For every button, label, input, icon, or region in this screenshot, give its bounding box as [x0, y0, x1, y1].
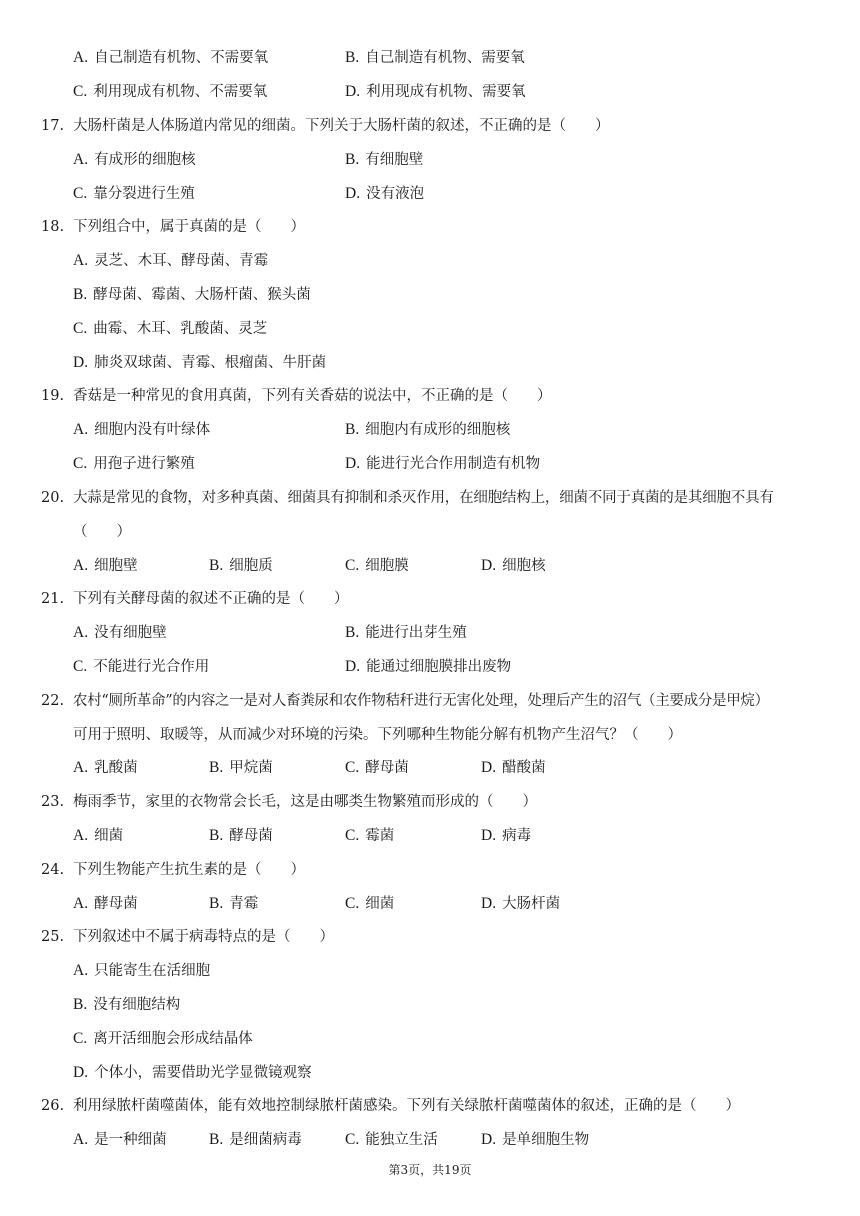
option-text: 酵母菌: [365, 760, 409, 776]
q21-options-row-2: [0, 650, 860, 684]
q23-option-d: [481, 819, 531, 853]
question-number: 25.: [41, 929, 65, 945]
option-letter: B.: [209, 895, 224, 912]
option-letter: B.: [345, 421, 360, 438]
question-text-continued: （ ）: [73, 524, 131, 540]
q21-option-d: [345, 650, 511, 684]
option-letter: B.: [345, 151, 360, 168]
q18-option-b: [73, 278, 311, 312]
question-number: 26.: [41, 1098, 65, 1114]
q25-option-b: [73, 988, 180, 1022]
option-letter: B.: [209, 759, 224, 776]
question-22-stem: [0, 684, 860, 718]
q16-option-b: [345, 41, 525, 75]
option-letter: D.: [345, 185, 361, 202]
option-text: 有细胞壁: [365, 152, 424, 168]
option-letter: A.: [73, 252, 89, 269]
option-letter: C.: [345, 759, 360, 776]
option-letter: D.: [481, 1131, 497, 1148]
option-letter: D.: [481, 827, 497, 844]
q26-option-c: [345, 1123, 438, 1157]
q18-option-c-row: [0, 312, 860, 346]
q18-option-d: [73, 346, 326, 380]
question-number: 24.: [41, 862, 65, 878]
option-letter: D.: [481, 895, 497, 912]
option-text: 是单细胞生物: [502, 1132, 590, 1148]
q25-option-a-row: [0, 954, 860, 988]
q18-option-c: [73, 312, 267, 346]
q17-options-row-1: [0, 143, 860, 177]
q16-option-d: [345, 75, 526, 109]
q19-option-d: [345, 447, 540, 481]
option-text: 醋酸菌: [502, 760, 546, 776]
option-letter: B.: [345, 49, 360, 66]
option-text: 是细菌病毒: [229, 1132, 302, 1148]
option-text: 个体小，需要借助光学显微镜观察: [94, 1065, 312, 1081]
question-number: 20.: [41, 490, 65, 506]
option-text: 细胞膜: [365, 558, 409, 574]
q24-option-c: [345, 887, 394, 921]
option-text: 曲霉、木耳、乳酸菌、灵芝: [93, 321, 268, 337]
q17-option-c: [73, 177, 195, 211]
q22-option-d: [481, 751, 546, 785]
question-number: 19.: [41, 388, 65, 404]
option-text: 细胞核: [502, 558, 546, 574]
q26-option-d: [481, 1123, 589, 1157]
option-text: 酵母菌: [229, 828, 273, 844]
option-text: 没有细胞壁: [94, 625, 167, 641]
question-23-stem: [0, 785, 860, 819]
q24-option-b: [209, 887, 258, 921]
q16-options-row-2: [0, 75, 860, 109]
q17-option-b: [345, 143, 423, 177]
q25-option-d: [73, 1056, 312, 1090]
option-letter: C.: [73, 1030, 88, 1047]
option-text: 用孢子进行繁殖: [93, 456, 195, 472]
question-number: 17.: [41, 118, 65, 134]
option-text: 大肠杆菌: [502, 896, 561, 912]
question-text: 下列有关酵母菌的叙述不正确的是（ ）: [73, 591, 349, 607]
question-17-stem: [0, 109, 860, 143]
q16-option-c: [73, 75, 267, 109]
option-text: 青霉: [229, 896, 259, 912]
question-text: 梅雨季节，家里的衣物常会长毛，这是由哪类生物繁殖而形成的（ ）: [73, 794, 537, 810]
q19-options-row-1: [0, 413, 860, 447]
option-text: 没有液泡: [366, 186, 425, 202]
q23-options-row: [0, 819, 860, 853]
option-text: 利用现成有机物、不需要氧: [93, 84, 268, 100]
question-number: 18.: [41, 219, 65, 235]
option-text: 自己制造有机物、不需要氧: [94, 50, 269, 66]
q20-options-row: [0, 549, 860, 583]
question-text: 农村“厕所革命”的内容之一是对人畜粪尿和农作物秸秆进行无害化处理，处理后产生的沼气（主要成分是甲烷）: [73, 693, 769, 709]
option-text: 酵母菌: [94, 896, 138, 912]
option-letter: C.: [73, 455, 88, 472]
option-letter: D.: [345, 83, 361, 100]
question-text: 大肠杆菌是人体肠道内常见的细菌。下列关于大肠杆菌的叙述，不正确的是（ ）: [73, 118, 610, 134]
q18-option-a-row: [0, 244, 860, 278]
q21-option-b: [345, 616, 467, 650]
option-letter: C.: [345, 1131, 360, 1148]
option-letter: D.: [73, 1064, 89, 1081]
option-letter: C.: [345, 827, 360, 844]
option-text: 能进行光合作用制造有机物: [366, 456, 541, 472]
q20-option-c: [345, 549, 409, 583]
q25-option-b-row: [0, 988, 860, 1022]
q25-option-d-row: [0, 1056, 860, 1090]
option-text: 细胞质: [229, 558, 273, 574]
option-letter: C.: [73, 83, 88, 100]
question-text: 香菇是一种常见的食用真菌，下列有关香菇的说法中，不正确的是（ ）: [73, 388, 552, 404]
q24-options-row: [0, 887, 860, 921]
option-letter: D.: [481, 557, 497, 574]
q17-option-d: [345, 177, 424, 211]
option-letter: A.: [73, 962, 89, 979]
q22-options-row: [0, 751, 860, 785]
option-letter: A.: [73, 1131, 89, 1148]
option-letter: C.: [345, 557, 360, 574]
q16-option-a: [73, 41, 268, 75]
question-20-stem-continued: [0, 515, 860, 549]
question-24-stem: [0, 853, 860, 887]
q16-options-row-1: [0, 41, 860, 75]
q20-option-d: [481, 549, 546, 583]
q22-option-b: [209, 751, 273, 785]
option-letter: B.: [209, 1131, 224, 1148]
q26-option-a: [73, 1123, 167, 1157]
q19-option-a: [73, 413, 210, 447]
question-18-stem: [0, 210, 860, 244]
q18-option-a: [73, 244, 268, 278]
option-letter: C.: [345, 895, 360, 912]
option-letter: A.: [73, 827, 89, 844]
question-26-stem: [0, 1089, 860, 1123]
q17-options-row-2: [0, 177, 860, 211]
option-text: 离开活细胞会形成结晶体: [93, 1031, 253, 1047]
q18-option-b-row: [0, 278, 860, 312]
option-letter: C.: [73, 658, 88, 675]
option-text: 霉菌: [365, 828, 395, 844]
q23-option-c: [345, 819, 394, 853]
q17-option-a: [73, 143, 196, 177]
option-text: 自己制造有机物、需要氧: [365, 50, 525, 66]
option-text: 是一种细菌: [94, 1132, 167, 1148]
q24-option-d: [481, 887, 560, 921]
option-text: 能独立生活: [365, 1132, 438, 1148]
option-letter: A.: [73, 151, 89, 168]
option-text: 只能寄生在活细胞: [94, 963, 211, 979]
option-text: 细菌: [94, 828, 124, 844]
option-letter: C.: [73, 320, 88, 337]
option-letter: C.: [73, 185, 88, 202]
question-number: 23.: [41, 794, 65, 810]
option-text: 有成形的细胞核: [94, 152, 196, 168]
question-21-stem: [0, 582, 860, 616]
q20-option-a: [73, 549, 138, 583]
question-text: 下列组合中，属于真菌的是（ ）: [73, 219, 305, 235]
option-text: 灵芝、木耳、酵母菌、青霉: [94, 253, 269, 269]
question-text: 利用绿脓杆菌噬菌体，能有效地控制绿脓杆菌感染。下列有关绿脓杆菌噬菌体的叙述，正确的是（ ）: [73, 1098, 740, 1114]
question-19-stem: [0, 379, 860, 413]
q23-option-b: [209, 819, 273, 853]
q18-option-d-row: [0, 346, 860, 380]
option-text: 能进行出芽生殖: [365, 625, 467, 641]
option-letter: D.: [345, 455, 361, 472]
question-22-stem-continued: [0, 718, 860, 752]
q25-option-c-row: [0, 1022, 860, 1056]
q19-option-c: [73, 447, 195, 481]
q21-option-c: [73, 650, 209, 684]
q22-option-c: [345, 751, 409, 785]
option-letter: B.: [209, 827, 224, 844]
option-text: 甲烷菌: [229, 760, 273, 776]
option-letter: A.: [73, 895, 89, 912]
option-text: 利用现成有机物、需要氧: [366, 84, 526, 100]
question-20-stem: [0, 481, 860, 515]
question-text: 大蒜是常见的食物，对多种真菌、细菌具有抑制和杀灭作用，在细胞结构上，细菌不同于真菌的是其细胞不具有: [73, 490, 774, 506]
option-letter: D.: [345, 658, 361, 675]
option-letter: A.: [73, 557, 89, 574]
option-letter: B.: [345, 624, 360, 641]
option-text: 乳酸菌: [94, 760, 138, 776]
option-letter: B.: [209, 557, 224, 574]
option-letter: B.: [73, 286, 88, 303]
q19-options-row-2: [0, 447, 860, 481]
option-letter: A.: [73, 49, 89, 66]
option-text: 细胞内有成形的细胞核: [365, 422, 511, 438]
q26-options-row: [0, 1123, 860, 1157]
option-text: 细胞内没有叶绿体: [94, 422, 211, 438]
option-letter: A.: [73, 624, 89, 641]
option-text: 细菌: [365, 896, 395, 912]
q24-option-a: [73, 887, 138, 921]
question-text: 下列生物能产生抗生素的是（ ）: [73, 862, 305, 878]
option-letter: D.: [481, 759, 497, 776]
option-text: 酵母菌、霉菌、大肠杆菌、猴头菌: [93, 287, 311, 303]
q21-options-row-1: [0, 616, 860, 650]
option-letter: A.: [73, 421, 89, 438]
q26-option-b: [209, 1123, 302, 1157]
q19-option-b: [345, 413, 510, 447]
option-letter: A.: [73, 759, 89, 776]
q25-option-a: [73, 954, 210, 988]
option-text: 没有细胞结构: [93, 997, 181, 1013]
option-letter: B.: [73, 996, 88, 1013]
option-letter: D.: [73, 354, 89, 371]
option-text: 靠分裂进行生殖: [93, 186, 195, 202]
option-text: 肺炎双球菌、青霉、根瘤菌、牛肝菌: [94, 355, 327, 371]
question-number: 22.: [41, 693, 65, 709]
q23-option-a: [73, 819, 123, 853]
q20-option-b: [209, 549, 273, 583]
q21-option-a: [73, 616, 167, 650]
option-text: 能通过细胞膜排出废物: [366, 659, 512, 675]
question-text: 下列叙述中不属于病毒特点的是（ ）: [73, 929, 334, 945]
question-text-continued: 可用于照明、取暖等，从而减少对环境的污染。下列哪种生物能分解有机物产生沼气？（ ）: [73, 727, 682, 743]
q25-option-c: [73, 1022, 253, 1056]
question-number: 21.: [41, 591, 65, 607]
option-text: 病毒: [502, 828, 532, 844]
q22-option-a: [73, 751, 138, 785]
page-footer: 第3页，共19页: [388, 1163, 472, 1177]
option-text: 细胞壁: [94, 558, 138, 574]
question-25-stem: [0, 920, 860, 954]
option-text: 不能进行光合作用: [93, 659, 210, 675]
